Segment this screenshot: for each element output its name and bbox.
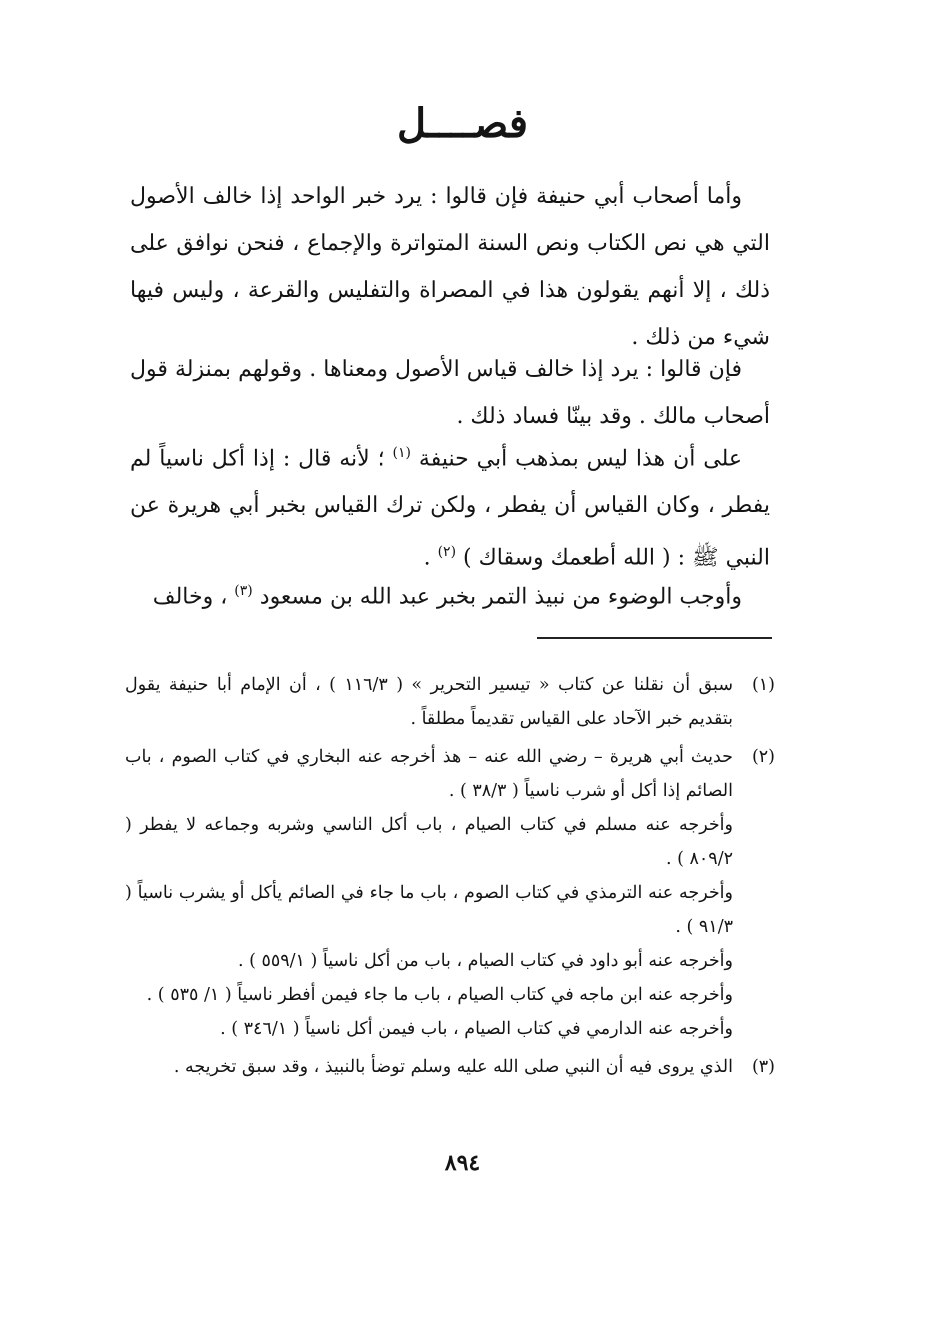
footnote-ref-1: (١) <box>392 445 412 461</box>
footnote-number: (٢) <box>751 747 775 767</box>
footnote-line: وأخرجه عنه أبو داود في كتاب الصيام ، باب من أكل ناسياً ( ٥٥٩/١ ) . <box>237 951 733 971</box>
footnote-body <box>125 668 733 736</box>
section-heading: فصــــل <box>397 100 528 147</box>
footnote-2 <box>125 740 775 1046</box>
footnote-separator <box>537 637 772 639</box>
footnote-line: الذي يروى فيه أن النبي صلى الله عليه وسلم توضأ بالنبيذ ، وقد سبق تخريجه . <box>173 1057 733 1077</box>
footnote-ref-3: (٣) <box>234 583 253 599</box>
footnote-body <box>125 740 733 1046</box>
footnote-line: حديث أبي هريرة – رضي الله عنه – هذ أخرجه عنه البخاري في كتاب الصوم ، باب الصائم إذا أكل أو شرب ناسياً ( ٣٨/٣ ) . <box>125 747 733 801</box>
footnote-line: سبق أن نقلنا عن كتاب « تيسير التحرير » ( ١١٦/٣ ) ، أن الإمام أبا حنيفة يقول بتقديم خبر الآحاد على القياس تقديماً مطلقاً . <box>125 675 733 729</box>
paragraph-3-text <box>130 430 770 582</box>
paragraph-3-part-a: على أن هذا ليس بمذهب أبي حنيفة <box>418 446 742 472</box>
footnote-line: وأخرجه عنه مسلم في كتاب الصيام ، باب أكل الناسي وشربه وجماعه لا يفطر ( ٨٠٩/٢ ) . <box>125 815 733 869</box>
paragraph-4-part-a: وأوجب الوضوء من نبيذ التمر بخبر عبد الله بن مسعود <box>259 584 742 610</box>
paragraph-4 <box>130 568 770 620</box>
footnote-line: وأخرجه عنه ابن ماجه في كتاب الصيام ، باب ما جاء فيمن أفطر ناسياً ( ١/ ٥٣٥ ) . <box>146 985 733 1005</box>
footnote-line: وأخرجه عنه الدارمي في كتاب الصيام ، باب فيمن أكل ناسياً ( ٣٤٦/١ ) . <box>220 1019 733 1039</box>
footnotes <box>125 668 775 1088</box>
paragraph-1-text: وأما أصحاب أبي حنيفة فإن قالوا : يرد خبر الواحد إذا خالف الأصول التي هي نص الكتاب ونص السنة المتواترة والإجماع ، فنحن نوافق على ذلك ، إلا أنهم يقولون هذا في المصراة والتفليس والقرعة ، وليس فيها شيء من ذلك . <box>130 184 770 350</box>
footnote-number: (١) <box>751 675 775 695</box>
paragraph-3 <box>130 430 770 582</box>
footnote-1 <box>125 668 775 736</box>
paragraph-1 <box>130 173 770 361</box>
paragraph-4-part-b: ، وخالف <box>152 584 228 610</box>
footnote-number: (٣) <box>751 1057 775 1077</box>
page-number: ٨٩٤ <box>444 1150 481 1176</box>
paragraph-3-part-c: . <box>423 545 431 571</box>
footnote-3 <box>125 1050 775 1084</box>
footnote-line: وأخرجه عنه الترمذي في كتاب الصوم ، باب ما جاء في الصائم يأكل أو يشرب ناسياً ( ٩١/٣ ) . <box>125 883 733 937</box>
footnote-ref-2: (٢) <box>437 544 457 561</box>
footnote-body <box>125 1050 733 1084</box>
paragraph-4-text <box>130 568 770 620</box>
paragraph-2-text: فإن قالوا : يرد إذا خالف قياس الأصول ومعناها . وقولهم بمنزلة قول أصحاب مالك . وقد بينّا فساد ذلك . <box>130 357 770 429</box>
paragraph-3-part-b: ؛ لأنه قال : إذا أكل ناسياً لم يفطر ، وكان القياس أن يفطر ، ولكن ترك القياس بخبر أبي هريرة عن النبي ﷺ : ( الله أطعمك وسقاك ) <box>130 446 770 571</box>
paragraph-2 <box>130 346 770 440</box>
